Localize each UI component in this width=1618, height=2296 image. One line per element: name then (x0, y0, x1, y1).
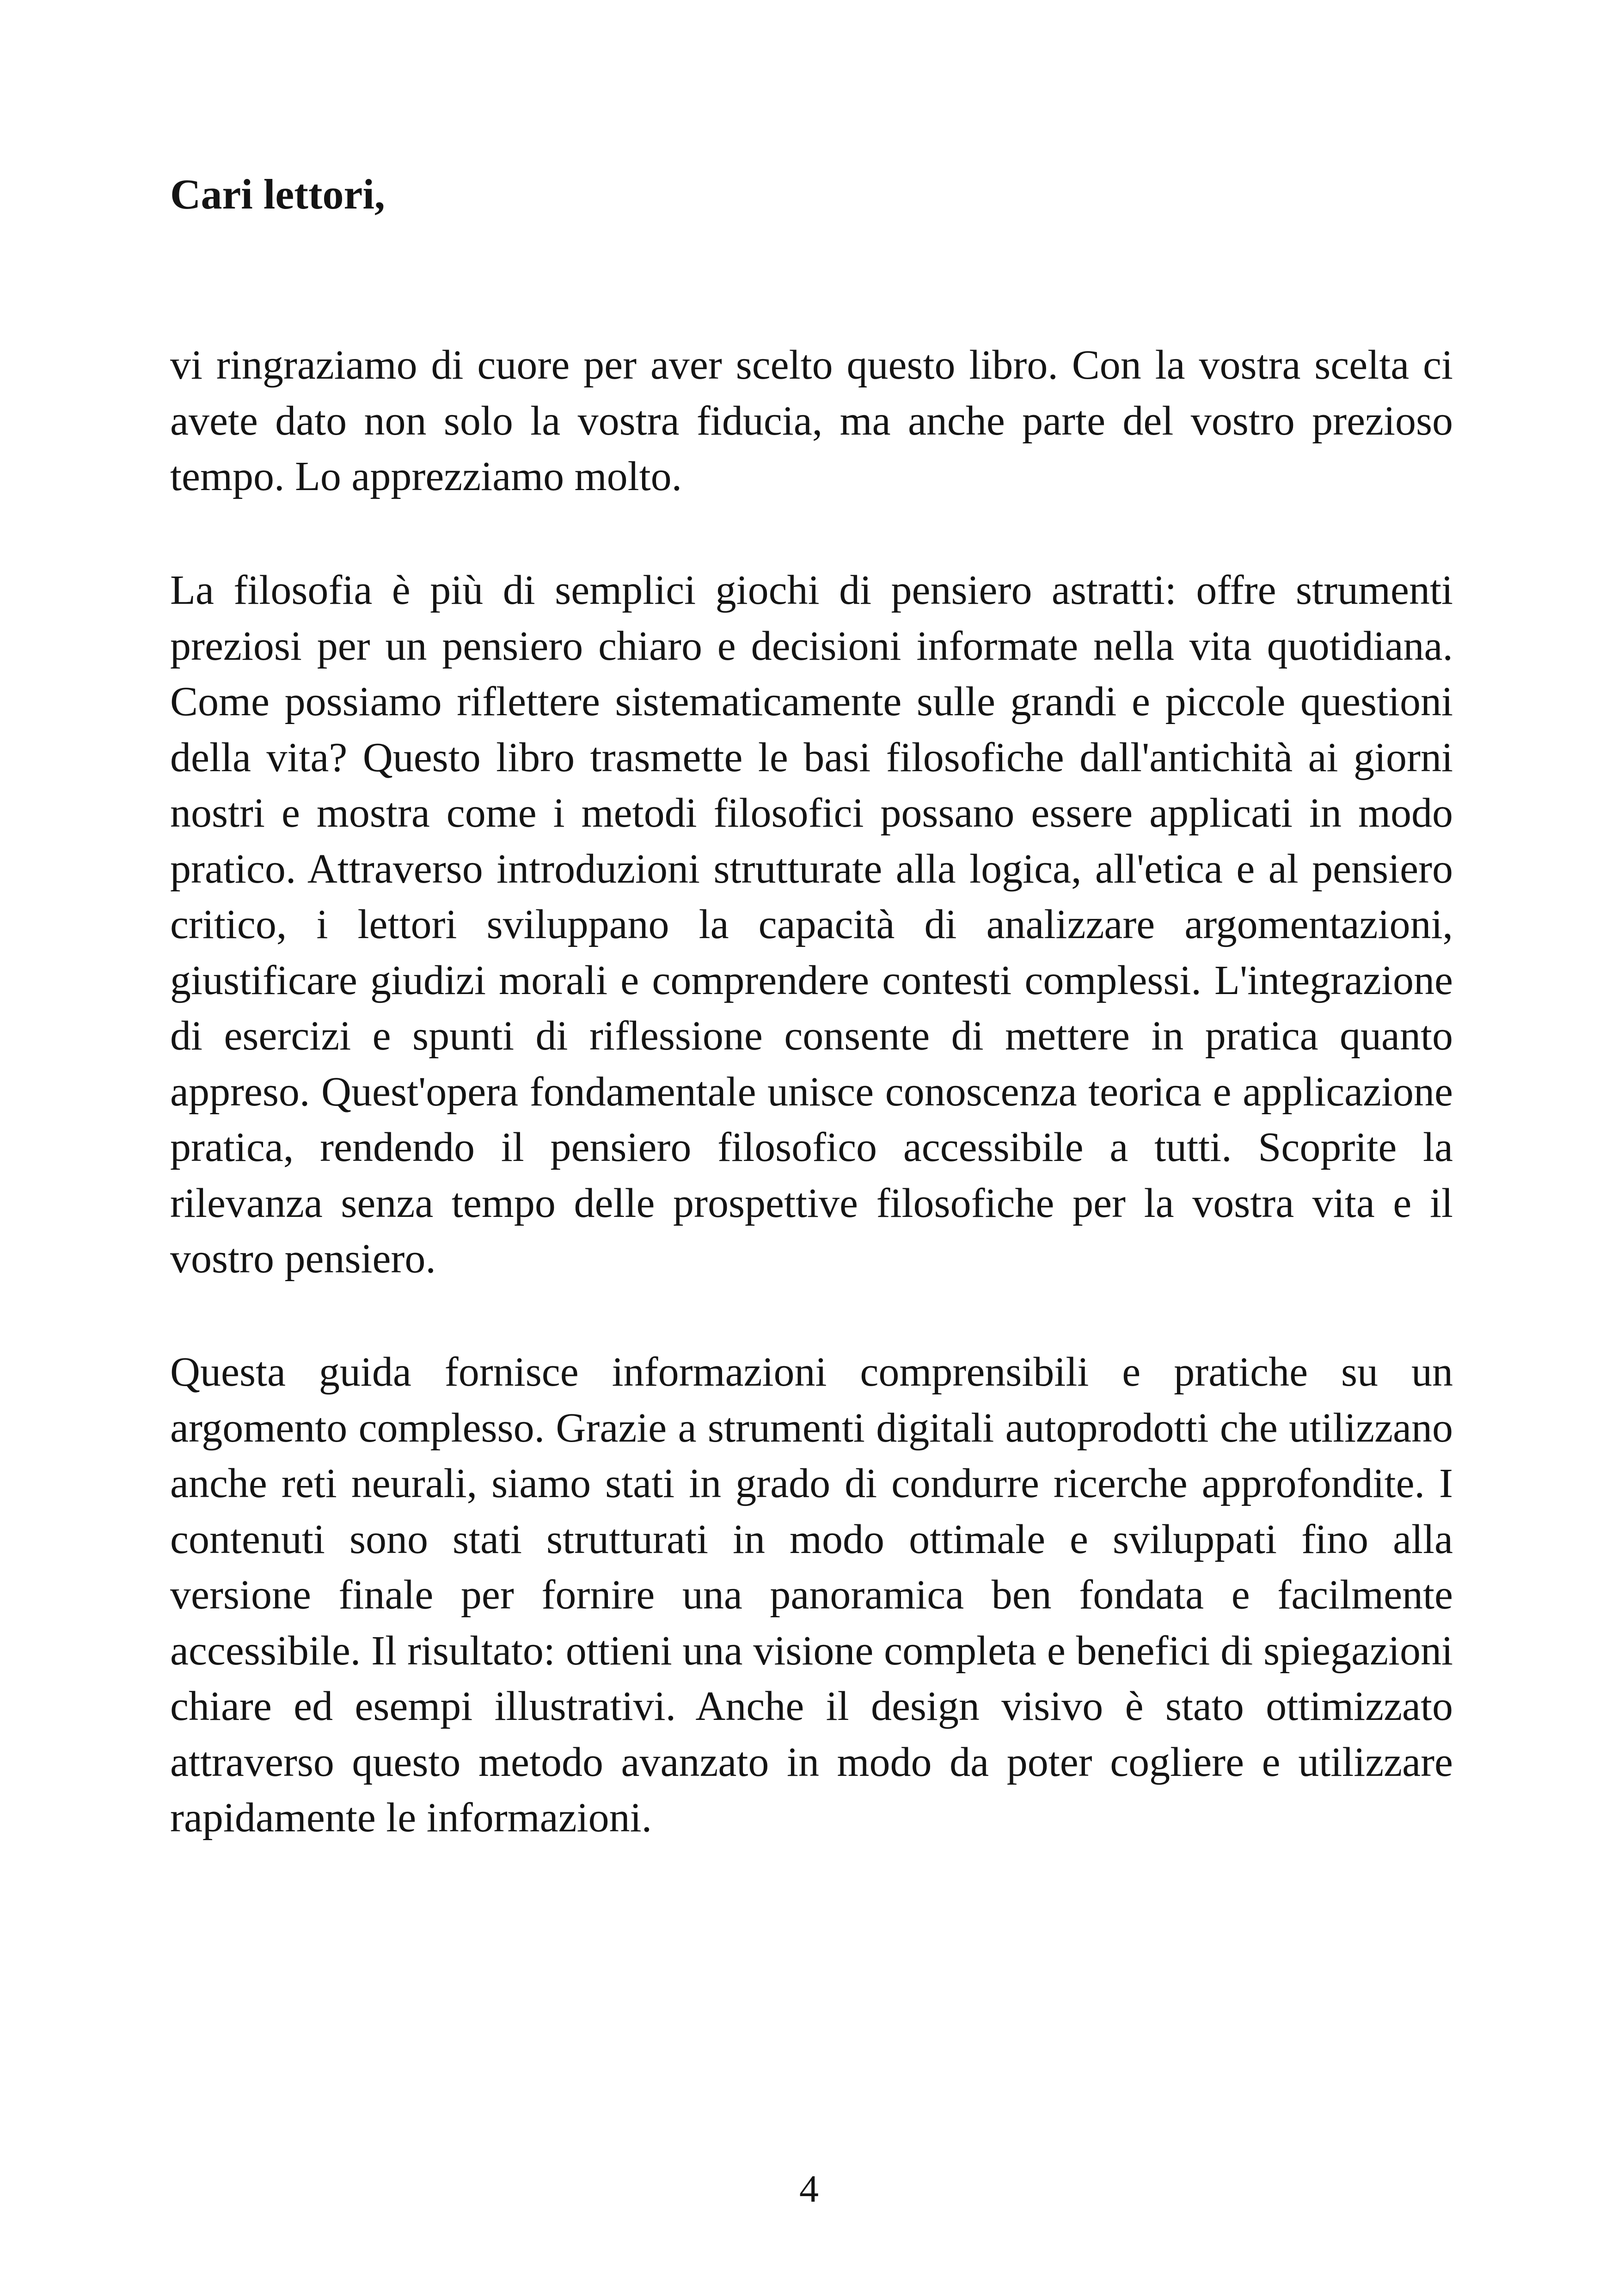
greeting-heading: Cari lettori, (170, 171, 385, 218)
page-number: 4 (799, 2167, 819, 2210)
paragraph-thanks: vi ringraziamo di cuore per aver scelto questo libro. Con la vostra scelta ci avete dato non solo la vostra fiducia, ma anche parte del vostro prezioso tempo. Lo apprezziamo molto. (170, 342, 1453, 499)
paragraph-philosophy: La filosofia è più di semplici giochi di pensiero astratti: offre strumenti preziosi per un pensiero chiaro e decisioni informate nella vita quotidiana. Come possiamo riflettere sistematicamente sulle grandi e piccole questioni della vita? Questo libro trasmette le basi filosofiche dall'antichità ai giorni nostri e mostra come i metodi filosofici possano essere applicati in modo pratico. Attraverso introduzioni strutturate alla logica, all'etica e al pensiero critico, i lettori sviluppano la capacità di analizzare argomentazioni, giustificare giudizi morali e comprendere contesti complessi. L'integrazione di esercizi e spunti di riflessione consente di mettere in pratica quanto appreso. Quest'opera fondamentale unisce conoscenza teorica e applicazione pratica, rendendo il pensiero filosofico accessibile a tutti. Scoprite la rilevanza senza tempo delle prospettive filosofiche per la vostra vita e il vostro pensiero. (170, 567, 1453, 1282)
paragraph-guide: Questa guida fornisce informazioni comprensibili e pratiche su un argomento complesso. Grazie a strumenti digitali autoprodotti che utilizzano anche reti neurali, siamo stati in grado di condurre ricerche approfondite. I contenuti sono stati strutturati in modo ottimale e sviluppati fino alla versione finale per fornire una panoramica ben fondata e facilmente accessibile. Il risultato: ottieni una visione completa e benefici di spiegazioni chiare ed esempi illustrativi. Anche il design visivo è stato ottimizzato attraverso questo metodo avanzato in modo da poter cogliere e utilizzare rapidamente le informazioni. (170, 1349, 1453, 1841)
